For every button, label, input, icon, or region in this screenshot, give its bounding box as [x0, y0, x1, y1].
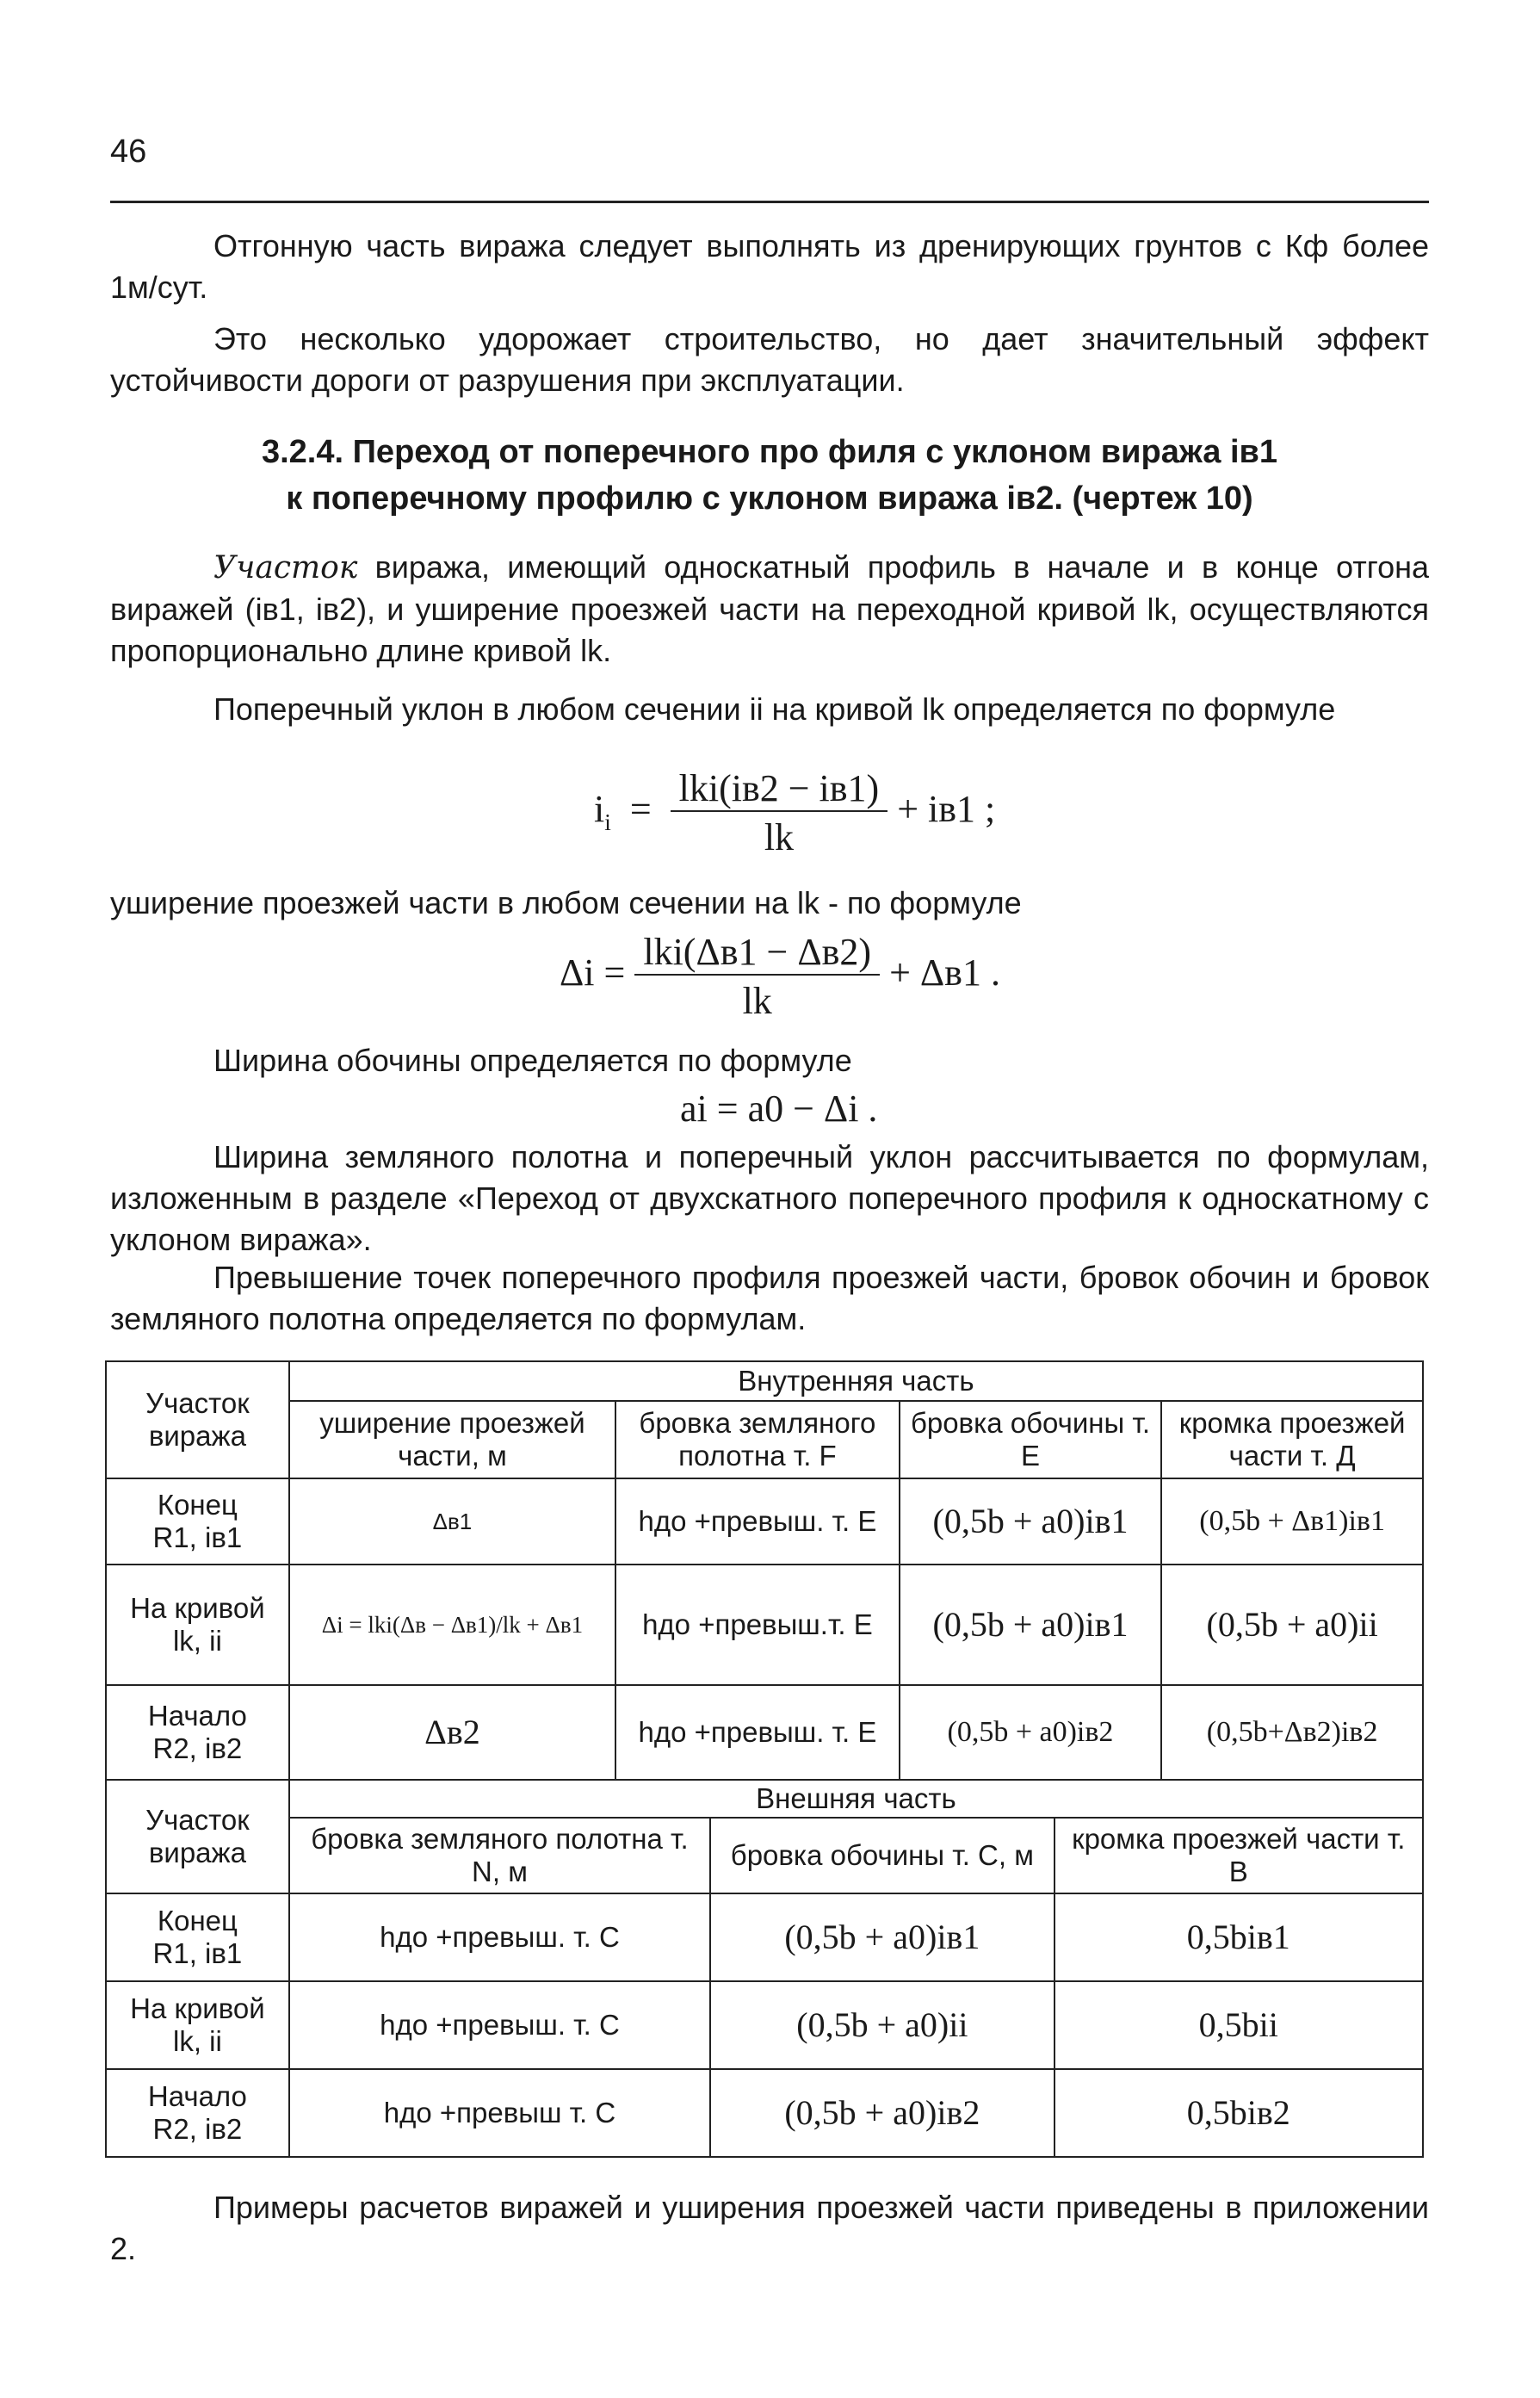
formula-shoulder: ai = a0 − Δi . [680, 1087, 878, 1130]
table-cell: 0,5bii [1054, 1981, 1423, 2069]
table-cell: (0,5b + a0)iв2 [710, 2069, 1054, 2157]
paragraph-1: Отгонную часть виража следует выполнять из дренирующих грунтов с Кф более 1м/сут. [110, 228, 1429, 305]
table-cell: (0,5b + Δв1)iв1 [1161, 1478, 1423, 1565]
table-cell: hдо +превыш т. С [289, 2069, 710, 2157]
formula-slope: $i_i$ = $\frac{\text{lki(iв2 − iв1)}}{lk}$ + iв1 ; [594, 767, 996, 858]
table-cell: hдо +превыш.т. E [615, 1565, 900, 1685]
table-row [106, 1685, 1423, 1780]
formula-2-lhs: Δi = [560, 951, 626, 995]
formula-1-numerator: lki(iв2 − iв1) [671, 766, 888, 812]
column-header: бровка обочины т. С, м [710, 1818, 1054, 1893]
paragraph-4: Поперечный уклон в любом сечении ii на кривой lk определяется по формуле [213, 691, 1336, 727]
table-cell: (0,5b + a0)iв1 [900, 1478, 1162, 1565]
row-label-header: Участок виража [106, 1361, 289, 1478]
formula-widening [560, 930, 1000, 1023]
table-cell: 0,5biв1 [1054, 1893, 1423, 1981]
table-row [106, 1478, 1423, 1565]
table-cell: (0,5b + a0)iв1 [710, 1893, 1054, 1981]
section-heading-line-2: к поперечному профилю с уклоном виража iв2. (чертеж 10) [286, 480, 1253, 517]
row-label: Конец R1, iв1 [106, 1893, 289, 1981]
table-cell: Δi = lki(Δв − Δв1)/lk + Δв1 [289, 1565, 615, 1685]
section-header: Внутренняя часть [289, 1361, 1423, 1401]
paragraph-8: Превышение точек поперечного профиля проезжей части, бровок обочин и бровок земляного полотна определяется по формулам. [110, 1260, 1429, 1336]
paragraph-6: Ширина обочины определяется по формуле [213, 1043, 852, 1078]
column-header: бровка земляного полотна т. F [615, 1401, 900, 1478]
paragraph-9: Примеры расчетов виражей и уширения проезжей части приведены в приложении 2. [110, 2190, 1429, 2266]
column-header: кромка проезжей части т. Д [1161, 1401, 1423, 1478]
section-heading-line-1: 3.2.4. Переход от поперечного про филя с уклоном виража iв1 [261, 434, 1278, 470]
header-rule [110, 201, 1429, 203]
row-label: На кривой lk, ii [106, 1981, 289, 2069]
table-cell: 0,5biв2 [1054, 2069, 1423, 2157]
column-header: уширение проезжей части, м [289, 1401, 615, 1478]
paragraph-7: Ширина земляного полотна и поперечный уклон рассчитывается по формулам, изложенным в разделе «Переход от двухскатного поперечного профиля к односкатному с уклоном виража». [110, 1139, 1429, 1257]
formula-2-numerator: lki(Δв1 − Δв2) [634, 930, 880, 976]
row-label: Начало R2, iв2 [106, 2069, 289, 2157]
table-row [106, 1893, 1423, 1981]
table-cell: (0,5b + a0)iв1 [900, 1565, 1162, 1685]
formula-1-denominator: lk [764, 816, 795, 858]
paragraph-3-text: виража, имеющий односкатный профиль в начале и в конце отгона виражей (iв1, iв2), и уширение проезжей части на переходной кривой lk, осуществляются пропорционально длине кривой lk. [110, 549, 1429, 668]
formula-1-tail: + iв1 ; [897, 788, 996, 831]
table-cell: (0,5b+Δв2)iв2 [1161, 1685, 1423, 1780]
paragraph-3 [110, 547, 1429, 672]
row-label: Конец R1, iв1 [106, 1478, 289, 1565]
table-cell: (0,5b + a0)ii [710, 1981, 1054, 2069]
section-header: Внешняя часть [289, 1780, 1423, 1818]
formula-1-lhs-sub: i [604, 809, 611, 835]
row-label-header: Участок виража [106, 1780, 289, 1893]
table-cell: Δв2 [289, 1685, 615, 1780]
table-cell: hдо +превыш. т. E [615, 1478, 900, 1565]
table-cell: Δв1 [289, 1478, 615, 1565]
table-row [106, 1565, 1423, 1685]
column-header: бровка обочины т. E [900, 1401, 1162, 1478]
table-row [106, 2069, 1423, 2157]
inner-part-table [105, 1360, 1424, 1781]
paragraph-2: Это несколько удорожает строительство, но дает значительный эффект устойчивости дороги от разрушения при эксплуатации. [110, 321, 1429, 398]
column-header: кромка проезжей части т. В [1054, 1818, 1423, 1893]
formula-2-denominator: lk [742, 980, 772, 1022]
row-label: Начало R2, iв2 [106, 1685, 289, 1780]
formula-1-lhs: i [594, 788, 605, 831]
formula-2-tail: + Δв1 . [889, 951, 1000, 995]
table-cell: hдо +превыш. т. С [289, 1893, 710, 1981]
table-cell: hдо +превыш. т. С [289, 1981, 710, 2069]
table-cell: (0,5b + a0)ii [1161, 1565, 1423, 1685]
table-cell: (0,5b + a0)iв2 [900, 1685, 1162, 1780]
table-cell: hдо +превыш. т. E [615, 1685, 900, 1780]
page-number: 46 [110, 133, 147, 170]
table-row [106, 1981, 1423, 2069]
outer-part-table [105, 1779, 1424, 2158]
handwritten-word: Участок [213, 550, 358, 586]
paragraph-5: уширение проезжей части в любом сечении на lk - по формуле [110, 885, 1022, 920]
row-label: На кривой lk, ii [106, 1565, 289, 1685]
column-header: бровка земляного полотна т. N, м [289, 1818, 710, 1893]
